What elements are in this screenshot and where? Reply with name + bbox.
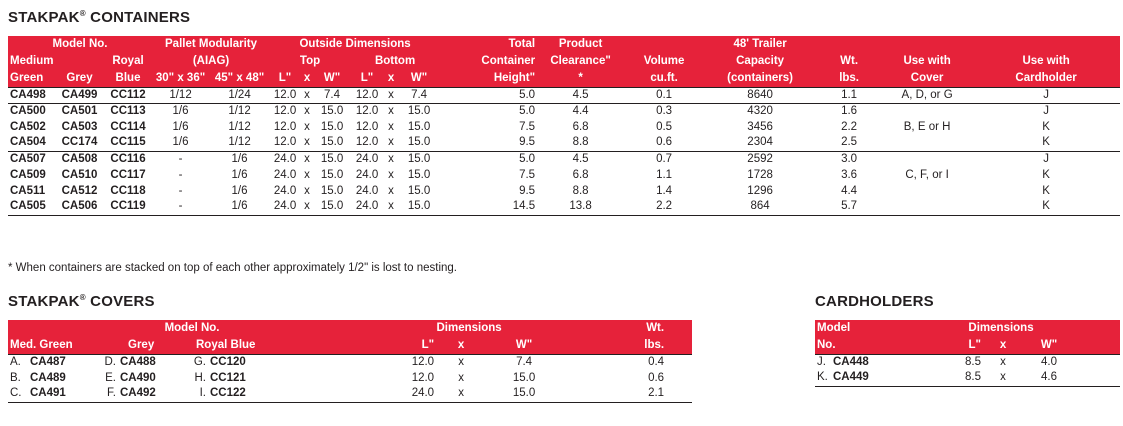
hdr-bottom-w: W": [398, 70, 440, 88]
cell-green: CA505: [8, 200, 55, 216]
covers-hdr-grey: Grey: [98, 337, 188, 355]
cell-prefix: J.: [815, 355, 831, 371]
covers-hdr-lbs: lbs.: [562, 337, 692, 355]
cell-tl: 12.0: [273, 136, 297, 149]
cell-green-model: CA489: [30, 371, 66, 384]
cell-p30: 1/12: [152, 88, 209, 104]
cell-cover: [882, 152, 972, 168]
cell-grey: CA506: [55, 200, 104, 216]
cell-vol: 2.2: [624, 200, 704, 216]
hdr-bottom-l: L": [350, 70, 384, 88]
cell-tl: 24.0: [270, 152, 300, 168]
cell-height: 9.5: [519, 184, 536, 197]
cell-blue: CC112: [104, 88, 152, 104]
cell-p30: -: [152, 200, 209, 216]
hdr-total: Total: [440, 36, 537, 53]
cell-height: 14.5: [440, 200, 537, 216]
containers-title-reg: ®: [79, 9, 86, 18]
cell-bw: 15.0: [407, 184, 431, 197]
cell-tw: 15.0: [320, 120, 344, 133]
cell-wt: 2.1: [562, 387, 692, 403]
hdr-containers-paren: (containers): [704, 70, 816, 88]
containers-body: [8, 88, 1120, 216]
cardholders-hdr-x: x: [983, 337, 1023, 355]
cell-card: K: [1042, 120, 1050, 133]
cell-bl: 12.0: [350, 88, 384, 104]
hdr-blank-3: [882, 36, 972, 53]
table-row: [8, 136, 1120, 152]
cell-vol: 1.4: [656, 184, 673, 197]
cell-green-model: CA487: [28, 355, 98, 371]
cell-tx: x: [300, 152, 314, 168]
cell-p30: 1/6: [152, 104, 209, 120]
table-row: [8, 104, 1120, 120]
cell-blue: CC115: [110, 136, 146, 149]
cell-grey-prefix: F.: [98, 387, 118, 403]
cell-bw: 7.4: [398, 88, 440, 104]
cell-clear: 6.8: [572, 120, 589, 133]
cell-height: 5.0: [440, 104, 537, 120]
cell-grey: CC174: [61, 136, 98, 149]
hdr-top: Top: [270, 53, 350, 70]
cell-cover: [882, 200, 972, 216]
cell-bx: x: [388, 168, 394, 181]
cell-p45: 1/6: [231, 184, 248, 197]
cell-tx: x: [300, 88, 314, 104]
cell-clear: 4.5: [537, 152, 624, 168]
cell-bw: 15.0: [398, 104, 440, 120]
hdr-cardholder: Cardholder: [972, 70, 1120, 88]
cell-vol: 0.3: [624, 104, 704, 120]
cell-grey: CA510: [61, 168, 98, 181]
cell-blank: [1075, 371, 1120, 387]
cell-wt: 1.6: [816, 104, 882, 120]
cell-x: x: [436, 387, 486, 403]
cell-cap: 8640: [704, 88, 816, 104]
cell-x: x: [983, 371, 1023, 387]
cell-blue-model: CC122: [208, 387, 376, 403]
hdr-top-x: x: [300, 70, 314, 88]
cell-wt: 0.6: [648, 371, 665, 384]
cell-grey-model: CA490: [120, 371, 156, 384]
cell-green: CA498: [8, 88, 55, 104]
table-row: [8, 371, 692, 387]
cell-height: 7.5: [519, 120, 536, 133]
cell-bx: x: [388, 184, 394, 197]
cardholders-hdr-dimensions: Dimensions: [927, 320, 1075, 337]
hdr-height: Height": [440, 70, 537, 88]
cell-bw: 15.0: [398, 152, 440, 168]
cardholders-header-row-1: [815, 320, 1120, 337]
cell-blue: CC113: [104, 104, 152, 120]
cell-card: K: [972, 200, 1120, 216]
table-row: [815, 355, 1120, 371]
cell-tl: 12.0: [270, 88, 300, 104]
cell-wt: 2.2: [841, 120, 858, 133]
cell-bx: x: [384, 152, 398, 168]
containers-title-text: STAKPAK: [8, 9, 80, 26]
cell-tx: x: [300, 200, 314, 216]
hdr-outside-dimensions: Outside Dimensions: [270, 36, 440, 53]
cell-grey-prefix: D.: [98, 355, 118, 371]
cell-tw: 15.0: [314, 104, 350, 120]
cell-height: 5.0: [440, 88, 537, 104]
cell-tl: 12.0: [273, 120, 297, 133]
cell-green: CA502: [10, 120, 46, 133]
containers-title: [8, 9, 190, 26]
hdr-product: Product: [537, 36, 624, 53]
cell-bx: x: [384, 88, 398, 104]
cell-wt: 2.5: [841, 136, 858, 149]
cell-grey: CA508: [55, 152, 104, 168]
cell-p45: 1/12: [228, 120, 251, 133]
cell-card: J: [972, 88, 1120, 104]
cell-wt: 0.4: [562, 355, 692, 371]
cardholders-hdr-no: No.: [815, 337, 927, 355]
cell-bl: 12.0: [355, 136, 379, 149]
cell-grey: CA512: [61, 184, 98, 197]
hdr-model-no: Model No.: [8, 36, 152, 53]
covers-hdr-x: x: [436, 337, 486, 355]
cardholders-hdr-blank: [1075, 320, 1120, 337]
cell-cover: C, F, or I: [905, 168, 949, 181]
cell-vol: 0.7: [624, 152, 704, 168]
cell-p45: 1/6: [231, 168, 248, 181]
cardholders-body: [815, 355, 1120, 387]
cell-tl: 24.0: [273, 184, 297, 197]
cardholders-hdr-w: W": [1023, 337, 1075, 355]
hdr-clearance: Clearance": [537, 53, 624, 70]
cell-height: 7.5: [519, 168, 536, 181]
cell-blue: CC119: [104, 200, 152, 216]
cell-card: K: [1042, 184, 1050, 197]
hdr-bottom-x: x: [384, 70, 398, 88]
cell-blue: CC118: [110, 184, 146, 197]
cell-blue-model: CC120: [208, 355, 376, 371]
cell-cap: 4320: [704, 104, 816, 120]
cell-bw: 15.0: [398, 200, 440, 216]
cell-tw: 15.0: [314, 200, 350, 216]
cell-tx: x: [304, 184, 310, 197]
cardholders-table: [815, 320, 1120, 387]
cell-cap: 1296: [747, 184, 773, 197]
hdr-container: Container: [440, 53, 537, 70]
cell-blue: CC117: [110, 168, 146, 181]
cell-tw: 15.0: [320, 168, 344, 181]
cell-x: x: [436, 355, 486, 371]
cell-p30: -: [152, 152, 209, 168]
cell-wt: 5.7: [816, 200, 882, 216]
cell-l: 12.0: [411, 371, 435, 384]
cell-grey-prefix: E.: [105, 371, 116, 384]
hdr-blank-5: [55, 53, 104, 70]
covers-hdr-dimensions: Dimensions: [376, 320, 562, 337]
cell-vol: 0.5: [656, 120, 673, 133]
cell-blue-model: CC121: [210, 371, 246, 384]
cardholders-title: CARDHOLDERS: [815, 293, 934, 310]
cell-w: 7.4: [486, 355, 562, 371]
hdr-bottom: Bottom: [350, 53, 440, 70]
cell-green: CA507: [8, 152, 55, 168]
cell-bl: 12.0: [350, 104, 384, 120]
cell-tw: 15.0: [320, 136, 344, 149]
cell-bl: 12.0: [355, 120, 379, 133]
covers-hdr-l: L": [376, 337, 436, 355]
cell-bx: x: [384, 104, 398, 120]
cell-vol: 0.6: [656, 136, 673, 149]
cell-p30: 1/6: [172, 136, 189, 149]
cell-x: x: [983, 355, 1023, 371]
cell-p45: 1/12: [228, 136, 251, 149]
cell-bx: x: [388, 136, 394, 149]
cell-cover: B, E or H: [903, 120, 951, 133]
cell-clear: 13.8: [537, 200, 624, 216]
cell-p45: 1/6: [209, 200, 270, 216]
covers-hdr-wt: Wt.: [562, 320, 692, 337]
hdr-blank-1: [624, 36, 704, 53]
hdr-lbs: lbs.: [816, 70, 882, 88]
cell-blue-prefix: I.: [188, 387, 208, 403]
cell-bx: x: [388, 120, 394, 133]
cell-vol: 0.1: [624, 88, 704, 104]
cell-bl: 24.0: [355, 184, 379, 197]
covers-title-rest: COVERS: [85, 293, 155, 310]
cell-green-prefix: C.: [8, 387, 28, 403]
cell-cover: [882, 184, 972, 200]
hdr-aiag: (AIAG): [152, 53, 270, 70]
nesting-footnote: * When containers are stacked on top of each other approximately 1/2" is lost to nesting.: [8, 262, 457, 274]
cell-wt: 4.4: [841, 184, 858, 197]
table-row: [8, 355, 692, 371]
table-row: [8, 88, 1120, 104]
table-row: [8, 387, 692, 403]
cell-bw: 15.0: [407, 168, 431, 181]
cell-clear: 6.8: [572, 168, 589, 181]
cell-blue-prefix: G.: [188, 355, 208, 371]
cell-w: 15.0: [512, 371, 536, 384]
hdr-medium: Medium: [8, 53, 55, 70]
hdr-volume: Volume: [624, 53, 704, 70]
cell-tw: 15.0: [320, 184, 344, 197]
hdr-use-with-card: Use with: [972, 53, 1120, 70]
hdr-pallet-modularity: Pallet Modularity: [152, 36, 270, 53]
cell-tw: 7.4: [314, 88, 350, 104]
cell-prefix: K.: [815, 371, 831, 387]
cell-p45: 1/12: [209, 104, 270, 120]
cell-tl: 24.0: [273, 168, 297, 181]
cell-clear: 8.8: [572, 136, 589, 149]
cell-card: J: [972, 104, 1120, 120]
cell-x: x: [458, 371, 464, 384]
cell-cap: 1728: [747, 168, 773, 181]
cell-cap: 3456: [747, 120, 773, 133]
cardholders-header-row-2: [815, 337, 1120, 355]
containers-header-row-1: [8, 36, 1120, 53]
hdr-use-with-cover: Use with: [882, 53, 972, 70]
covers-hdr-royal-blue: Royal Blue: [188, 337, 376, 355]
covers-title: [8, 293, 155, 310]
cell-w: 4.0: [1023, 355, 1075, 371]
containers-header-row-2: [8, 53, 1120, 70]
cell-p30: 1/6: [172, 120, 189, 133]
cell-wt: 3.0: [816, 152, 882, 168]
cardholders-hdr-model: Model: [815, 320, 927, 337]
cell-l: 12.0: [376, 355, 436, 371]
cell-blue: CC114: [110, 120, 146, 133]
cell-w: 15.0: [486, 387, 562, 403]
cell-card: K: [1042, 136, 1050, 149]
cell-p30: -: [178, 184, 183, 197]
hdr-capacity: Capacity: [704, 53, 816, 70]
hdr-green: Green: [8, 70, 55, 88]
cell-l: 8.5: [927, 355, 983, 371]
cell-wt: 3.6: [841, 168, 858, 181]
cell-cap: 2304: [747, 136, 773, 149]
hdr-top-l: L": [270, 70, 300, 88]
cell-cap: 2592: [704, 152, 816, 168]
cell-green: CA509: [10, 168, 46, 181]
cell-cover: A, D, or G: [882, 88, 972, 104]
hdr-p45: 45" x 48": [209, 70, 270, 88]
cell-p45: 1/6: [209, 152, 270, 168]
cell-tx: x: [304, 136, 310, 149]
cell-w: 4.6: [1023, 371, 1075, 387]
hdr-royal: Royal: [104, 53, 152, 70]
cell-bl: 24.0: [350, 152, 384, 168]
cell-cover: [882, 104, 972, 120]
table-row: [8, 168, 1120, 184]
table-row: [8, 120, 1120, 136]
cell-p45: 1/24: [209, 88, 270, 104]
covers-table: [8, 320, 692, 403]
hdr-cover: Cover: [882, 70, 972, 88]
cell-grey-model: CA492: [118, 387, 188, 403]
cell-l: 24.0: [376, 387, 436, 403]
cell-green: CA511: [10, 184, 46, 197]
cell-clear: 4.4: [537, 104, 624, 120]
cell-l: 8.5: [927, 371, 983, 387]
hdr-blank-4: [972, 36, 1120, 53]
table-row: [8, 184, 1120, 200]
cell-bl: 24.0: [355, 168, 379, 181]
cell-tx: x: [304, 168, 310, 181]
cell-bx: x: [384, 200, 398, 216]
cell-bw: 15.0: [407, 120, 431, 133]
hdr-blue: Blue: [104, 70, 152, 88]
hdr-cuft: cu.ft.: [624, 70, 704, 88]
cell-height: 5.0: [440, 152, 537, 168]
covers-hdr-med-green: Med. Green: [8, 337, 98, 355]
cell-green-model: CA491: [28, 387, 98, 403]
covers-header-row-1: [8, 320, 692, 337]
cell-green: CA500: [8, 104, 55, 120]
hdr-top-w: W": [314, 70, 350, 88]
hdr-wt: Wt.: [816, 53, 882, 70]
cell-green-prefix: A.: [8, 355, 28, 371]
cell-wt: 1.1: [816, 88, 882, 104]
cell-grey: CA501: [55, 104, 104, 120]
covers-title-reg: ®: [79, 293, 86, 302]
cell-tx: x: [300, 104, 314, 120]
hdr-trailer: 48' Trailer: [704, 36, 816, 53]
table-row: [815, 371, 1120, 387]
cell-tx: x: [304, 120, 310, 133]
cardholders-hdr-blank-2: [1075, 337, 1120, 355]
containers-table: [8, 36, 1120, 216]
table-row: [8, 200, 1120, 216]
cell-grey-model: CA488: [118, 355, 188, 371]
cell-grey: CA499: [55, 88, 104, 104]
cell-green: CA504: [10, 136, 46, 149]
covers-title-text: STAKPAK: [8, 293, 80, 310]
cell-model: CA448: [831, 355, 927, 371]
cell-blue-prefix: H.: [194, 371, 206, 384]
covers-body: [8, 355, 692, 403]
cell-tl: 24.0: [270, 200, 300, 216]
hdr-grey: Grey: [55, 70, 104, 88]
cell-height: 9.5: [519, 136, 536, 149]
cell-blue: CC116: [104, 152, 152, 168]
cell-cover: [882, 136, 972, 152]
cell-bl: 24.0: [350, 200, 384, 216]
cell-tw: 15.0: [314, 152, 350, 168]
containers-title-rest: CONTAINERS: [85, 9, 191, 26]
cell-green-prefix: B.: [10, 371, 21, 384]
cell-clear: 8.8: [572, 184, 589, 197]
cardholders-hdr-l: L": [927, 337, 983, 355]
hdr-star: *: [537, 70, 624, 88]
covers-hdr-w: W": [486, 337, 562, 355]
cell-model: CA449: [831, 371, 927, 387]
table-row: [8, 152, 1120, 168]
cell-tl: 12.0: [270, 104, 300, 120]
covers-hdr-model-no: Model No.: [8, 320, 376, 337]
cell-p30: -: [178, 168, 183, 181]
cell-grey: CA503: [61, 120, 98, 133]
cell-clear: 4.5: [537, 88, 624, 104]
covers-header-row-2: [8, 337, 692, 355]
containers-header-row-3: [8, 70, 1120, 88]
cell-blank: [1075, 355, 1120, 371]
hdr-blank-2: [816, 36, 882, 53]
cell-vol: 1.1: [656, 168, 673, 181]
hdr-p30: 30" x 36": [152, 70, 209, 88]
cell-card: K: [1042, 168, 1050, 181]
cell-card: J: [972, 152, 1120, 168]
cell-cap: 864: [704, 200, 816, 216]
cell-bw: 15.0: [407, 136, 431, 149]
